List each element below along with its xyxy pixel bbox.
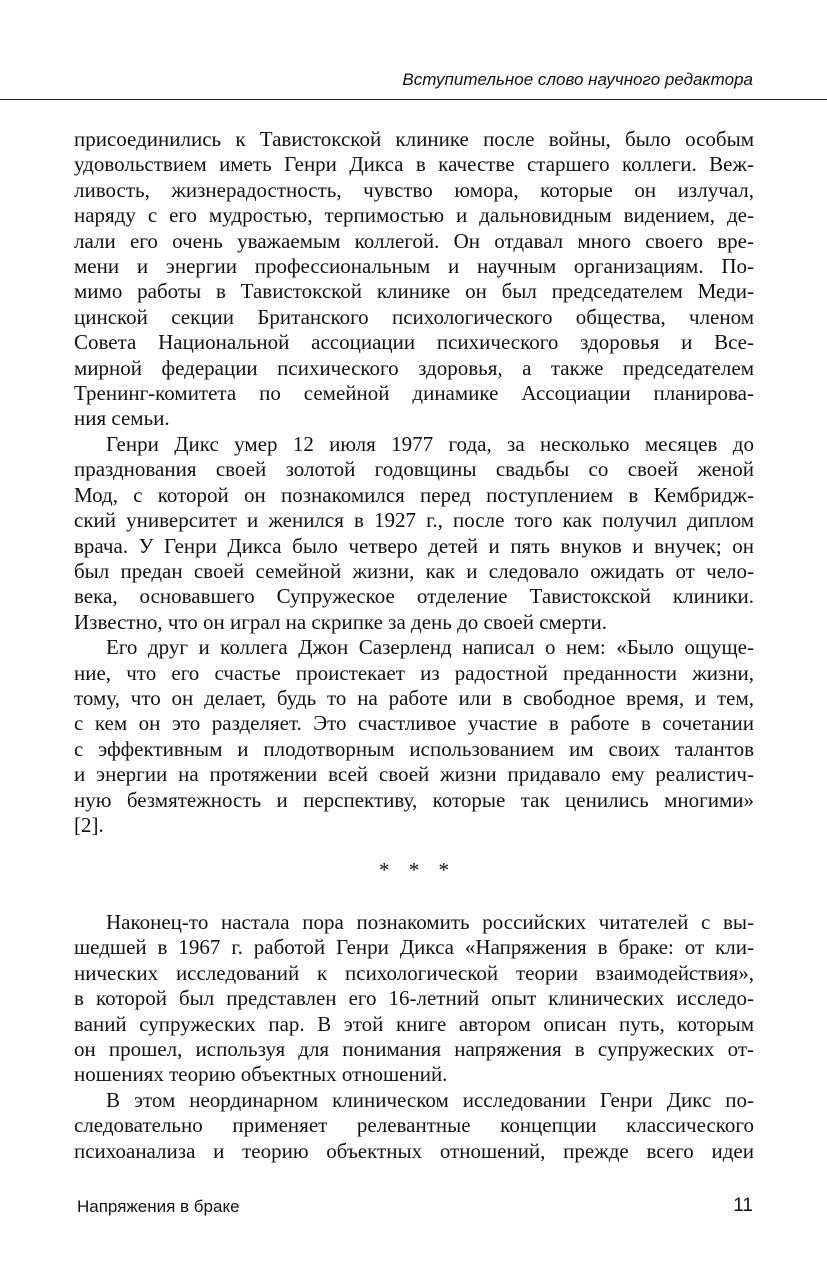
text-line: мирной федерации психического здоровья, а также председателем (74, 355, 754, 380)
text-line: шедшей в 1967 г. работой Генри Дикса «Напряжения в браке: от кли- (74, 935, 754, 960)
text-line: с кем он это разделяет. Это счастливое участие в работе в сочетании (74, 711, 754, 736)
text-line: лали его очень уважаемым коллегой. Он отдавал много своего вре- (74, 228, 754, 253)
text-line: В этом неординарном клиническом исследовании Генри Дикс по- (106, 1087, 754, 1112)
text-line: празднования своей золотой годовщины свадьбы со своей женой (74, 457, 754, 482)
text-line: ния семьи. (74, 406, 170, 431)
text-line: века, основавшего Супружеское отделение Тавистокской клиники. (74, 584, 754, 609)
page-number: 11 (733, 1195, 753, 1216)
text-line: Мод, с которой он познакомился перед поступлением в Кембридж- (74, 482, 754, 507)
body-text-block-2 (74, 910, 754, 1164)
text-line: ваний супружеских пар. В этой книге автором описан путь, которым (74, 1011, 754, 1036)
text-line: Наконец-то настала пора познакомить российских читателей с вы- (106, 910, 754, 934)
text-line: удовольствием иметь Генри Дикса в качестве старшего коллеги. Веж- (74, 152, 754, 177)
text-line: Известно, что он играл на скрипке за день до своей смерти. (74, 609, 608, 634)
text-line: наряду с его мудростью, терпимостью и дальновидным видением, де- (74, 203, 754, 228)
text-line: мени и энергии профессиональным и научным организациям. По- (74, 254, 754, 279)
text-line: Тренинг-комитета по семейной динамике Ассоциации планирова- (74, 381, 754, 406)
text-line: присоединились к Тавистокской клинике после войны, было особым (74, 127, 754, 151)
text-line: ливость, жизнерадостность, чувство юмора, которые он излучал, (74, 177, 754, 202)
running-head: Вступительное слово научного редактора (402, 70, 753, 89)
text-line: и энергии на протяжении всей своей жизни придавало ему реалистич- (74, 762, 754, 787)
header-rule (0, 99, 827, 100)
text-line: Совета Национальной ассоциации психического здоровья и Все- (74, 330, 754, 355)
text-line: в которой был представлен его 16-летний опыт клинических исследо- (74, 986, 754, 1011)
text-line: Генри Дикс умер 12 июля 1977 года, за несколько месяцев до (106, 431, 754, 456)
text-line: был предан своей семейной жизни, как и следовало ожидать от чело- (74, 558, 754, 583)
text-line: следовательно применяет релевантные концепции классического (74, 1113, 754, 1138)
text-line: с эффективным и плодотворным использованием им своих талантов (74, 736, 754, 761)
text-line: нических исследований к психологической теории взаимодействия», (74, 960, 754, 985)
text-line: ношениях теорию объектных отношений. (74, 1062, 448, 1087)
footer-book-title: Напряжения в браке (77, 1197, 240, 1216)
text-line: мимо работы в Тавистокской клинике он был председателем Меди- (74, 279, 754, 304)
text-line: Его друг и коллега Джон Сазерленд написал о нем: «Было ощуще- (106, 635, 754, 660)
text-line: ский университет и женился в 1927 г., после того как получил диплом (74, 508, 754, 533)
text-line: ную безмятежность и перспективу, которые так ценились многими» (74, 787, 754, 812)
text-line: психоанализа и теорию объектных отношений, прежде всего идеи (74, 1138, 754, 1163)
text-line: он прошел, используя для понимания напряжения в супружеских от- (74, 1037, 754, 1062)
text-line: цинской секции Британского психологического общества, членом (74, 304, 754, 329)
text-line: тому, что он делает, будь то на работе или в свободное время, и тем, (74, 685, 754, 710)
text-line: [2]. (74, 812, 104, 837)
section-break: * * * (379, 858, 449, 882)
text-line: ние, что его счастье проистекает из радостной преданности жизни, (74, 660, 754, 685)
body-text-block (74, 127, 754, 838)
text-line: врача. У Генри Дикса было четверо детей и пять внуков и внучек; он (74, 533, 754, 558)
